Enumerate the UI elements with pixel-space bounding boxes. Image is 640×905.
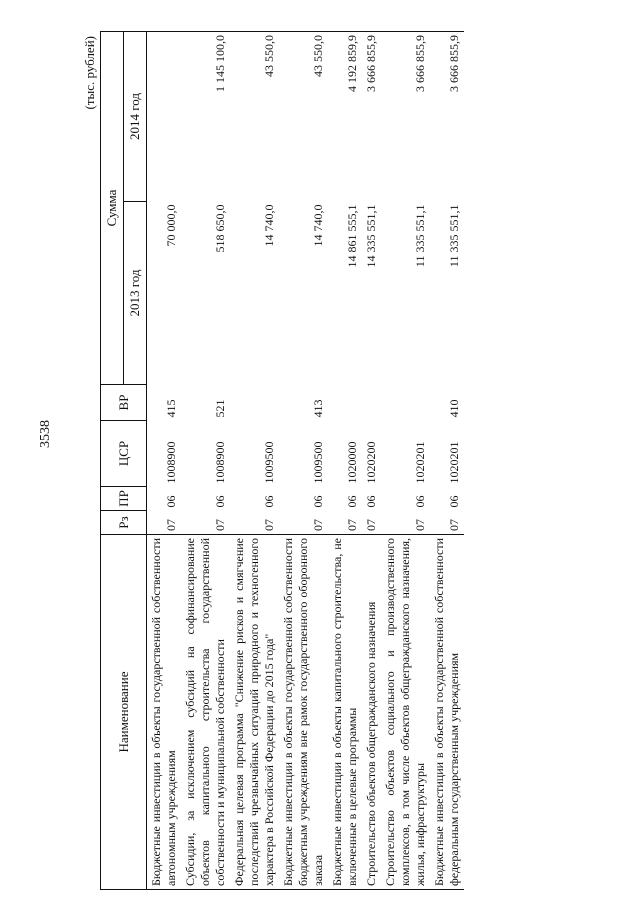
table-row [230, 32, 279, 890]
row-name: Субсидии, за исключением субсидий на софинансирование объектов капитального строительства государственной собственности и муниципальной собственности [181, 535, 230, 890]
row-vr: 410 [447, 399, 461, 418]
table-row [279, 32, 328, 890]
row-rz: 07 [447, 519, 461, 531]
table-row [362, 32, 381, 890]
row-name: Федеральная целевая программа "Снижение рисков и смягчение последствий чрезвычайных ситуаций природного и техногенного характера в Российской Федерации до 2015 года" [230, 535, 279, 890]
row-2013: 11 335 551,1 [447, 204, 461, 268]
row-rz: 07 [345, 519, 359, 531]
row-2013: 70 000,0 [164, 204, 178, 247]
row-name: Бюджетные инвестиции в объекты государственной собственности бюджетным учреждениям вне рамок государственного оборонного заказа [279, 535, 328, 890]
table-row [147, 32, 182, 890]
row-pr: 06 [311, 495, 325, 508]
budget-table [100, 31, 464, 890]
row-csr: 1008900 [213, 441, 227, 484]
row-2014: 43 550,0 [279, 32, 328, 202]
row-2013: 14 740,0 [262, 204, 276, 247]
row-vr: 521 [213, 399, 227, 418]
row-csr: 1020201 [413, 441, 427, 484]
row-2013: 14 740,0 [311, 204, 325, 247]
row-csr: 1009500 [262, 441, 276, 484]
row-2014: 4 192 859,9 [328, 32, 362, 202]
header-csr: ЦСР [101, 421, 147, 487]
row-2013: 11 335 551,1 [413, 204, 427, 268]
row-name: Строительство объектов общегражданского назначения [362, 535, 381, 890]
row-pr: 06 [262, 495, 276, 508]
row-2013: 14 335 551,1 [364, 204, 378, 268]
table-row [381, 32, 430, 890]
row-2014 [147, 32, 182, 202]
row-csr: 1020201 [447, 441, 461, 484]
row-2014: 3 666 855,9 [381, 32, 430, 202]
row-2014: 3 666 855,9 [430, 32, 464, 202]
row-vr [328, 385, 362, 421]
row-pr: 06 [164, 495, 178, 508]
header-2014: 2014 год [124, 32, 147, 202]
units-label: (тыс. рублей) [82, 36, 97, 110]
row-2014: 3 666 855,9 [362, 32, 381, 202]
row-csr: 1008900 [164, 441, 178, 484]
row-name: Бюджетные инвестиции в объекты государственной собственности автономным учреждениям [147, 535, 182, 890]
row-rz: 07 [364, 519, 378, 531]
row-csr: 1020000 [345, 441, 359, 484]
row-rz: 07 [164, 519, 178, 531]
row-vr: 413 [311, 399, 325, 418]
row-vr [362, 385, 381, 421]
row-rz: 07 [213, 519, 227, 531]
table-row [181, 32, 230, 890]
rotated-page-content [80, 30, 580, 895]
row-2014: 43 550,0 [230, 32, 279, 202]
row-2014: 1 145 100,0 [181, 32, 230, 202]
row-vr [230, 385, 279, 421]
row-2013: 14 861 555,1 [345, 204, 359, 268]
header-2013: 2013 год [124, 202, 147, 385]
row-rz: 07 [311, 519, 325, 531]
row-pr: 06 [447, 495, 461, 508]
row-vr [381, 385, 430, 421]
row-csr: 1020200 [364, 441, 378, 484]
row-pr: 06 [364, 495, 378, 508]
page-number: 3538 [38, 420, 53, 448]
header-sum: Сумма [101, 32, 124, 385]
header-rz: Рз [101, 511, 147, 535]
header-pr: ПР [101, 487, 147, 511]
row-name: Бюджетные инвестиции в объекты государственной собственности федеральным государственным учреждениям [430, 535, 464, 890]
row-csr: 1009500 [311, 441, 325, 484]
table-row [430, 32, 464, 890]
row-pr: 06 [345, 495, 359, 508]
row-pr: 06 [213, 495, 227, 508]
row-pr: 06 [413, 495, 427, 508]
table-row [328, 32, 362, 890]
row-2013: 518 650,0 [213, 204, 227, 253]
row-name: Строительство объектов социального и производственного комплексов, в том числе объектов общегражданского назначения, жилья, инфраструктуры [381, 535, 430, 890]
row-name: Бюджетные инвестиции в объекты капитального строительства, не включенные в целевые программы [328, 535, 362, 890]
header-vr: ВР [101, 385, 147, 421]
row-rz: 07 [413, 519, 427, 531]
header-name: Наименование [101, 535, 147, 890]
row-rz: 07 [262, 519, 276, 531]
row-vr: 415 [164, 399, 178, 418]
